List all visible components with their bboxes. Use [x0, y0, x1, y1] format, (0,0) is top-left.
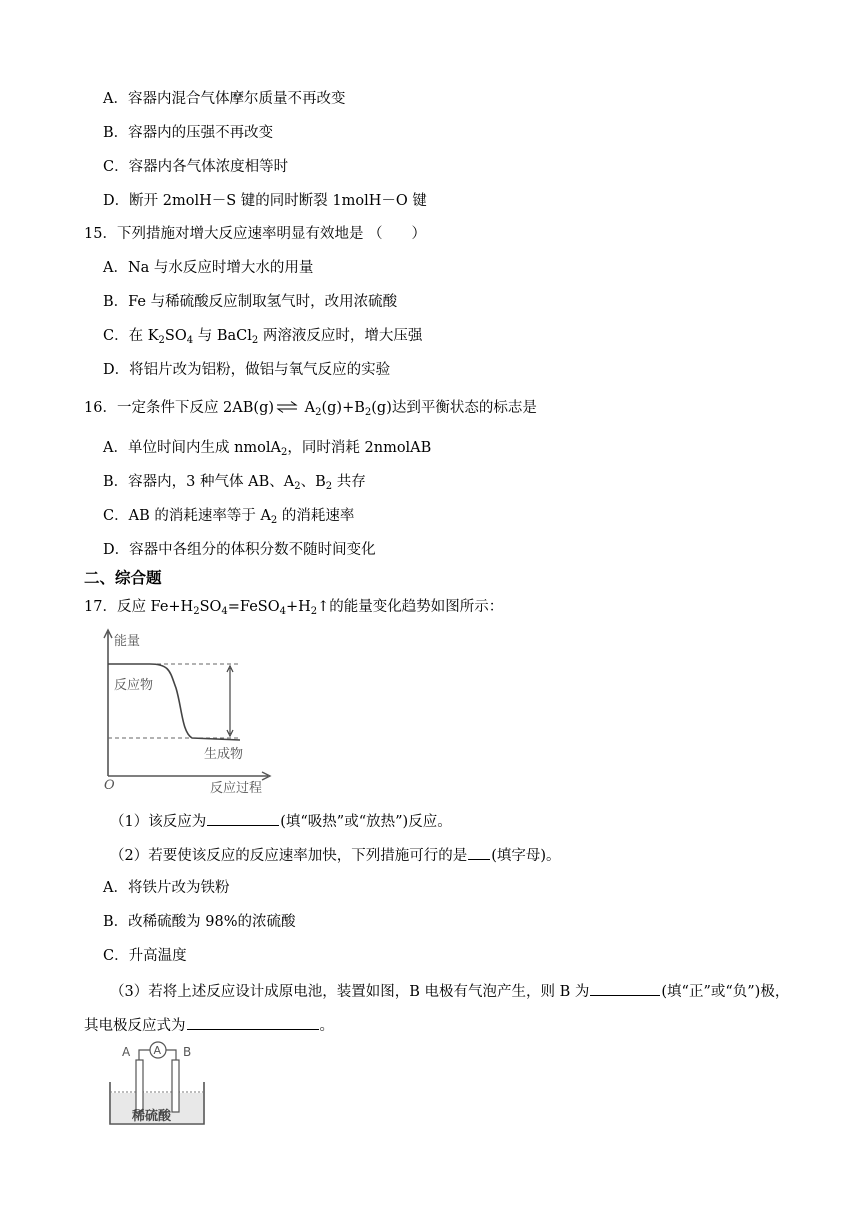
product-label: 生成物 — [204, 747, 244, 762]
q15-option-a: A．Na 与水反应时增大水的用量 — [103, 260, 314, 276]
answer-blank-1[interactable] — [207, 810, 279, 826]
electrode-a-label: A — [122, 1045, 131, 1059]
q16-option-a: A．单位时间内生成 nmolA$_2$，同时消耗 2nmolAB — [103, 440, 432, 458]
q14-option-b: B．容器内的压强不再改变 — [103, 125, 274, 141]
energy-diagram — [100, 628, 275, 798]
q17-sub2-option-b: B．改稀硫酸为 98%的浓硫酸 — [103, 914, 296, 930]
q17-sub2-option-c: C．升高温度 — [103, 948, 187, 964]
q15-stem: 15．下列措施对增大反应速率明显有效地是 （ ） — [84, 226, 427, 242]
electrolyte-label: 稀硫酸 — [132, 1109, 172, 1124]
equilibrium-arrow-icon — [276, 400, 298, 414]
answer-blank-4[interactable] — [187, 1014, 319, 1030]
q17-stem: 17．反应 $Fe+H_2SO_4=FeSO_4+H_2↑$的能量变化趋势如图所示： — [84, 599, 504, 617]
q17-sub3: （3）若将上述反应设计成原电池，装置如图，B 电极有气泡产生，则 B 为 (填“正”或“负”)极， — [110, 980, 789, 1002]
q14-option-a: A．容器内混合气体摩尔质量不再改变 — [103, 91, 346, 107]
q14-option-d: D．断开 2molH－S 键的同时断裂 1molH－O 键 — [103, 193, 427, 209]
q17-sub1: （1）该反应为 (填“吸热”或“放热”)反应。 — [110, 810, 452, 832]
q16-option-d: D．容器中各组分的体积分数不随时间变化 — [103, 542, 376, 558]
cell-diagram — [108, 1040, 208, 1128]
q16-stem: 16．一定条件下反应 2AB(g) $A_2(g)+B_2(g)$达到平衡状态的标志是 — [84, 400, 537, 418]
q16-option-c: C．AB 的消耗速率等于 $A_2$ 的消耗速率 — [103, 508, 355, 526]
q15-option-c: C．在 $K_2SO_4$ 与 BaCl$_2$ 两溶液反应时，增大压强 — [103, 328, 423, 346]
section-title: 二、综合题 — [84, 569, 162, 587]
q15-option-b: B．Fe 与稀硫酸反应制取氢气时，改用浓硫酸 — [103, 294, 398, 310]
answer-blank-3[interactable] — [590, 980, 660, 996]
answer-blank-2[interactable] — [468, 844, 490, 860]
reactant-label: 反应物 — [114, 678, 154, 693]
q17-sub3-line2: 其电极反应式为 。 — [84, 1014, 334, 1036]
x-axis-label: 反应过程 — [210, 781, 263, 796]
q16-option-b: B．容器内，3 种气体 AB、$A_2$、$B_2$ 共存 — [103, 474, 366, 492]
electrode-b-label: B — [183, 1045, 192, 1059]
y-axis-label: 能量 — [114, 634, 141, 649]
q17-sub2: （2）若要使该反应的反应速率加快，下列措施可行的是 (填字母)。 — [110, 844, 561, 866]
q17-sub2-option-a: A．将铁片改为铁粉 — [103, 880, 230, 896]
ammeter-label: A — [153, 1044, 162, 1057]
q14-option-c: C．容器内各气体浓度相等时 — [103, 159, 289, 175]
q15-option-d: D．将铝片改为铝粉，做铝与氧气反应的实验 — [103, 362, 391, 378]
origin-label: O — [104, 778, 115, 793]
